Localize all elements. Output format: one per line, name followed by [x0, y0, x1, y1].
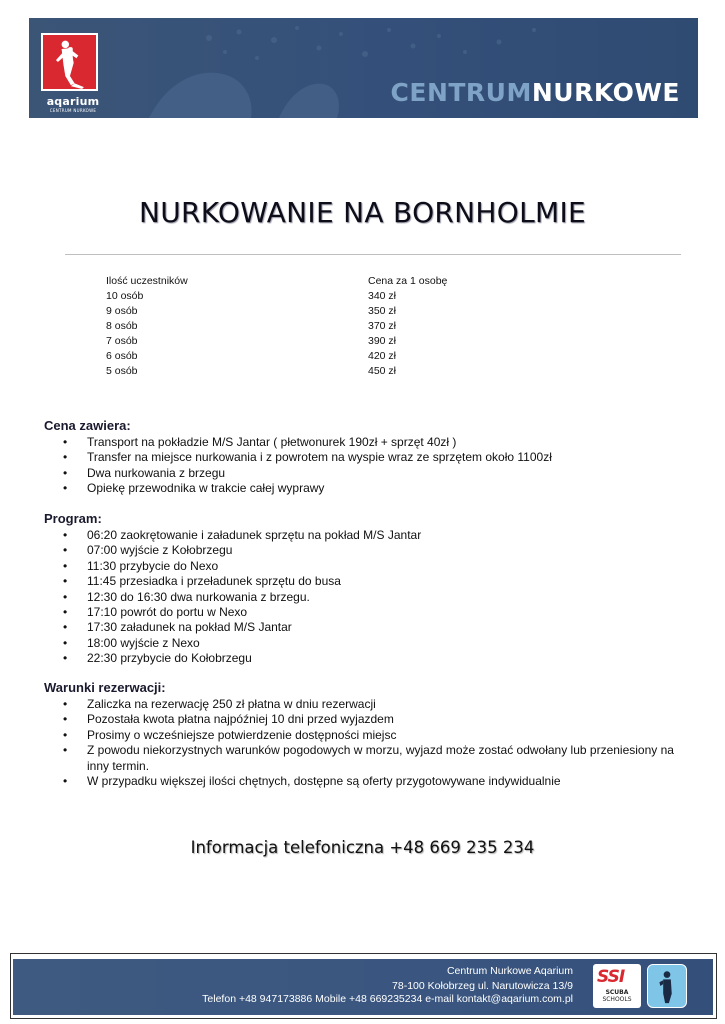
price-row-price: 370 zł	[368, 320, 397, 332]
program-heading: Program:	[44, 511, 102, 526]
price-row-participants: 6 osób	[106, 350, 138, 362]
price-row-participants: 10 osób	[106, 290, 144, 302]
price-row-participants: 5 osób	[106, 365, 138, 377]
includes-list	[44, 435, 694, 497]
dive-center-badge-icon	[647, 964, 687, 1008]
brand-part-2: NURKOWE	[531, 78, 680, 107]
footer-banner	[13, 959, 713, 1015]
list-item: • Prosimy o wcześniejsze potwierdzenie dostępności miejsc	[44, 728, 694, 743]
price-table-header-participants: Ilość uczestników	[106, 275, 188, 287]
list-item: • 12:30 do 16:30 dwa nurkowania z brzegu.	[44, 590, 694, 605]
list-item: • 06:20 zaokrętowanie i załadunek sprzętu na pokład M/S Jantar	[44, 528, 694, 543]
page-title: NURKOWANIE NA BORNHOLMIE	[138, 196, 587, 229]
list-item: • 17:10 powrót do portu w Nexo	[44, 605, 694, 620]
aqarium-logo	[41, 33, 98, 91]
price-row-participants: 7 osób	[106, 335, 138, 347]
brand-name	[391, 78, 680, 107]
logo-subtext: CENTRUM NURKOWE	[49, 108, 97, 113]
list-item: • 11:30 przybycie do Nexo	[44, 559, 694, 574]
list-item: • W przypadku większej ilości chętnych, dostępne są oferty przygotowywane indywidualnie	[44, 774, 694, 789]
footer-company-name: Centrum Nurkowe Aqarium	[446, 965, 573, 977]
list-item: • Dwa nurkowania z brzegu	[44, 466, 694, 481]
price-row-participants: 8 osób	[106, 320, 138, 332]
price-table-participants-column	[106, 274, 188, 379]
footer-address: 78-100 Kołobrzeg ul. Narutowicza 13/9	[392, 980, 573, 992]
diver-icon	[43, 35, 96, 89]
price-row-price: 340 zł	[368, 290, 397, 302]
includes-heading: Cena zawiera:	[44, 418, 131, 433]
reservation-list	[44, 697, 694, 789]
list-item: • 07:00 wyjście z Kołobrzegu	[44, 543, 694, 558]
title-divider	[65, 254, 681, 255]
list-item: • Transfer na miejsce nurkowania i z powrotem na wyspie wraz ze sprzętem około 1100zł	[44, 450, 694, 465]
price-row-price: 390 zł	[368, 335, 397, 347]
header-banner	[29, 18, 698, 118]
program-list	[44, 528, 694, 667]
ssi-logo	[593, 964, 641, 1008]
ssi-text-scuba: SCUBA	[605, 989, 629, 996]
list-item: • 17:30 załadunek na pokład M/S Jantar	[44, 620, 694, 635]
price-table-price-column	[368, 274, 447, 379]
list-item: • 22:30 przybycie do Kołobrzegu	[44, 651, 694, 666]
footer-contact: Telefon +48 947173886 Mobile +48 669235234 e-mail kontakt@aqarium.com.pl	[202, 993, 573, 1005]
includes-section	[44, 418, 694, 497]
ssi-text-schools: SCHOOLS	[602, 996, 632, 1003]
program-section	[44, 511, 694, 667]
reservation-heading: Warunki rezerwacji:	[44, 680, 166, 695]
brand-part-1: CENTRUM	[390, 78, 532, 107]
reservation-section	[44, 680, 694, 789]
list-item: • Opiekę przewodnika w trakcie całej wyprawy	[44, 481, 694, 496]
list-item: • Zaliczka na rezerwację 250 zł płatna w dniu rezerwacji	[44, 697, 694, 712]
price-row-price: 450 zł	[368, 365, 397, 377]
list-item: • Transport na pokładzie M/S Jantar ( płetwonurek 190zł + sprzęt 40zł )	[44, 435, 694, 450]
list-item: • 11:45 przesiadka i przeładunek sprzętu do busa	[44, 574, 694, 589]
list-item: • Z powodu niekorzystnych warunków pogodowych w morzu, wyjazd może zostać odwołany lub przeniesiony na inny termin.	[44, 743, 694, 774]
phone-info: Informacja telefoniczna +48 669 235 234	[190, 838, 535, 857]
price-row-price: 350 zł	[368, 305, 397, 317]
list-item: • 18:00 wyjście z Nexo	[44, 636, 694, 651]
price-row-participants: 9 osób	[106, 305, 138, 317]
diver-badge-icon	[648, 965, 686, 1007]
price-table-header-price: Cena za 1 osobę	[368, 275, 448, 287]
logo-text: aqarium	[46, 95, 100, 108]
ssi-mark: SSI	[597, 967, 625, 987]
price-row-price: 420 zł	[368, 350, 397, 362]
list-item: • Pozostała kwota płatna najpóźniej 10 dni przed wyjazdem	[44, 712, 694, 727]
